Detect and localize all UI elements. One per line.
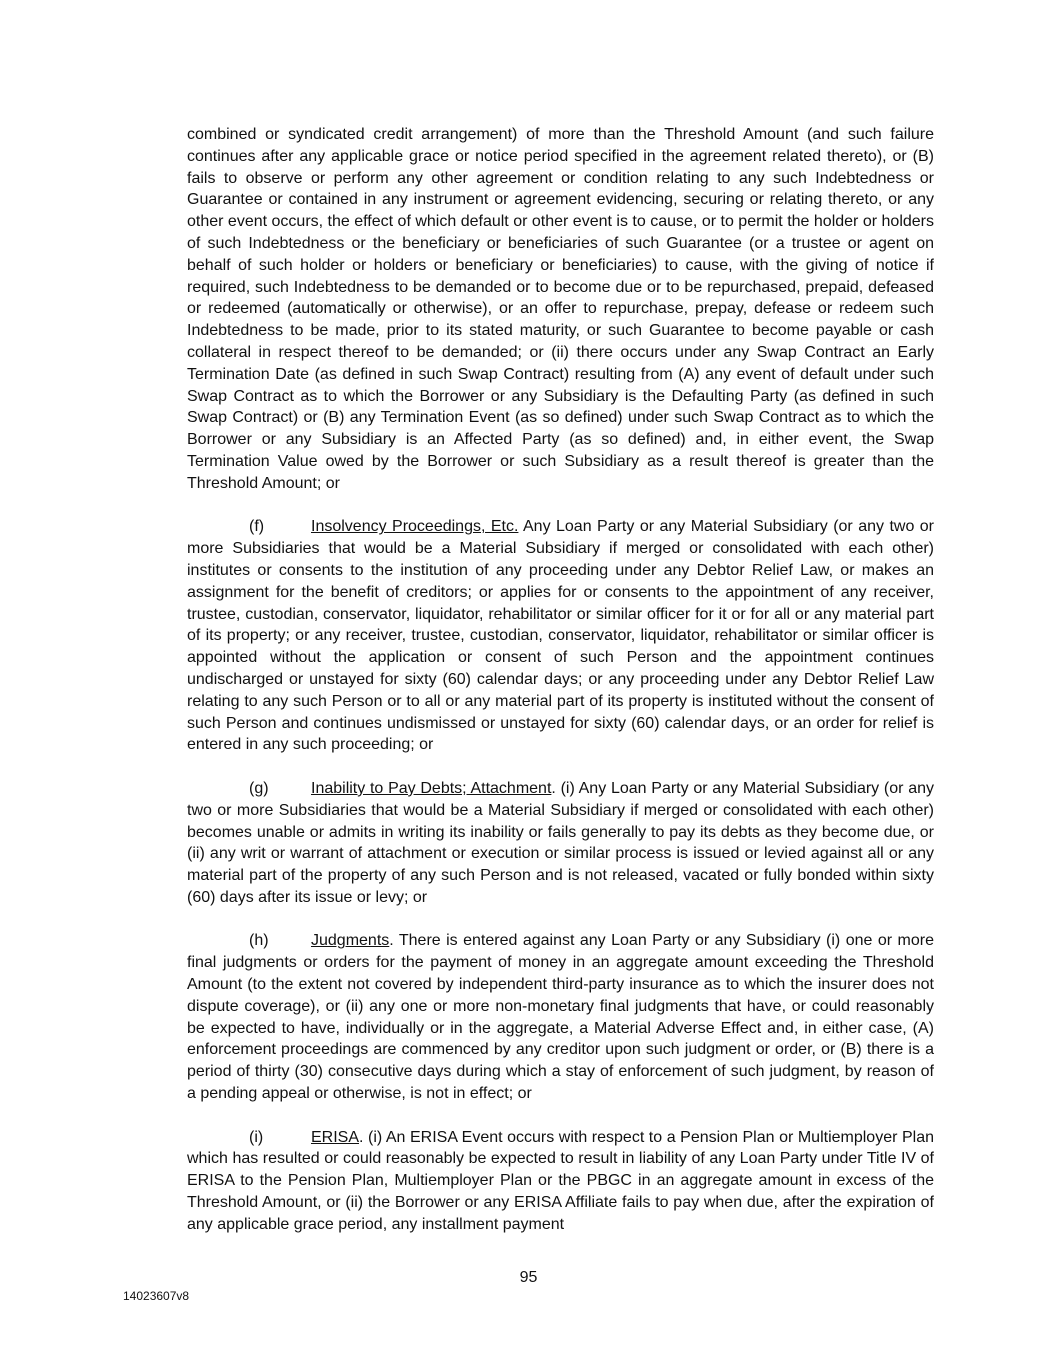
section-text: . (i) An ERISA Event occurs with respect to a Pension Plan or Multiemployer Plan which has resulted or could reasonably be expected to result in liability of any Loan Party under Title IV of ERISA to the Pension Plan, Multiemployer Plan or the PBGC in an aggregate amount in excess of the Threshold Amount, or (ii) the Borrower or any ERISA Affiliate fails to pay when due, after the expiration of any applicable grace period, any installment payment <box>187 1128 934 1233</box>
section-number: (i) <box>249 1128 264 1146</box>
document-body <box>187 124 934 1257</box>
page-number: 95 <box>519 1269 538 1286</box>
section-number: (g) <box>249 779 269 797</box>
paragraph-i <box>187 1127 934 1236</box>
document-id: 14023607v8 <box>123 1289 190 1303</box>
section-number: (h) <box>249 932 269 950</box>
section-text: . There is entered against any Loan Party or any Subsidiary (i) one or more final judgments or orders for the payment of money in an aggregate amount exceeding the Threshold Amount (to the extent not covered by independent third-party insurance as to which the insurer does not dispute coverage), or (ii) any one or more non-monetary final judgments that have, or could reasonably be expected to have, individually or in the aggregate, a Material Adverse Effect and, in either case, (A) enforcement proceedings are commenced by any creditor upon such judgment or order, or (B) there is a period of thirty (30) consecutive days during which a stay of enforcement of such judgment, by reason of a pending appeal or otherwise, is not in effect; or <box>187 932 934 1103</box>
section-heading: ERISA <box>311 1128 360 1146</box>
section-text: . (i) Any Loan Party or any Material Subsidiary (or any two or more Subsidiaries that would be a Material Subsidiary if merged or consolidated with each other) becomes unable or admits in writing its inability or fails generally to pay its debts as they become due, or (ii) any writ or warrant of attachment or execution or similar process is issued or levied against all or any material part of the property of any such Person and is not released, vacated or fully bonded within sixty (60) days after its issue or levy; or <box>187 779 934 906</box>
section-heading: Insolvency Proceedings, Etc. <box>311 518 519 536</box>
paragraph-g <box>187 778 934 909</box>
paragraph-h <box>187 930 934 1104</box>
section-heading: Judgments <box>311 932 390 950</box>
paragraph-continuation: combined or syndicated credit arrangement) of more than the Threshold Amount (and such failure continues after any applicable grace or notice period specified in the agreement related thereto), or (B) fails to observe or perform any other agreement or condition relating to any such Indebtedness or Guarantee or contained in any instrument or agreement evidencing, securing or relating thereto, or any other event occurs, the effect of which default or other event is to cause, or to permit the holder or holders of such Indebtedness or the beneficiary or beneficiaries of such Guarantee (or a trustee or agent on behalf of such holder or holders or beneficiary or beneficiaries) to cause, with the giving of notice if required, such Indebtedness to be demanded or to become due or to be repurchased, prepaid, defeased or redeemed (automatically or otherwise), or an offer to repurchase, prepay, defease or redeem such Indebtedness to be made, prior to its stated maturity, or such Guarantee to become payable or cash collateral in respect thereof to be demanded; or (ii) there occurs under any Swap Contract an Early Termination Date (as defined in such Swap Contract) resulting from (A) any event of default under such Swap Contract as to which the Borrower or any Subsidiary is the Defaulting Party (as defined in such Swap Contract) or (B) any Termination Event (as so defined) under such Swap Contract as to which the Borrower or any Subsidiary is an Affected Party (as so defined) and, in either event, the Swap Termination Value owed by the Borrower or such Subsidiary as a result thereof is greater than the Threshold Amount; or <box>187 126 934 492</box>
section-number: (f) <box>249 518 265 536</box>
section-text: Any Loan Party or any Material Subsidiary (or any two or more Subsidiaries that would be a Material Subsidiary if merged or consolidated with each other) institutes or consents to the institution of any proceeding under any Debtor Relief Law, or makes an assignment for the benefit of creditors; or applies for or consents to the appointment of any receiver, trustee, custodian, conservator, liquidator, rehabilitator or similar officer for it or for all or any material part of its property; or any receiver, trustee, custodian, conservator, liquidator, rehabilitator or similar officer is appointed without the application or consent of such Person and the appointment continues undischarged or unstayed for sixty (60) calendar days; or any proceeding under any Debtor Relief Law relating to any such Person or to all or any material part of its property is instituted without the consent of such Person and continues undismissed or unstayed for sixty (60) calendar days, or an order for relief is entered in any such proceeding; or <box>187 518 935 754</box>
section-heading: Inability to Pay Debts; Attachment <box>311 779 552 797</box>
paragraph-f <box>187 516 934 756</box>
